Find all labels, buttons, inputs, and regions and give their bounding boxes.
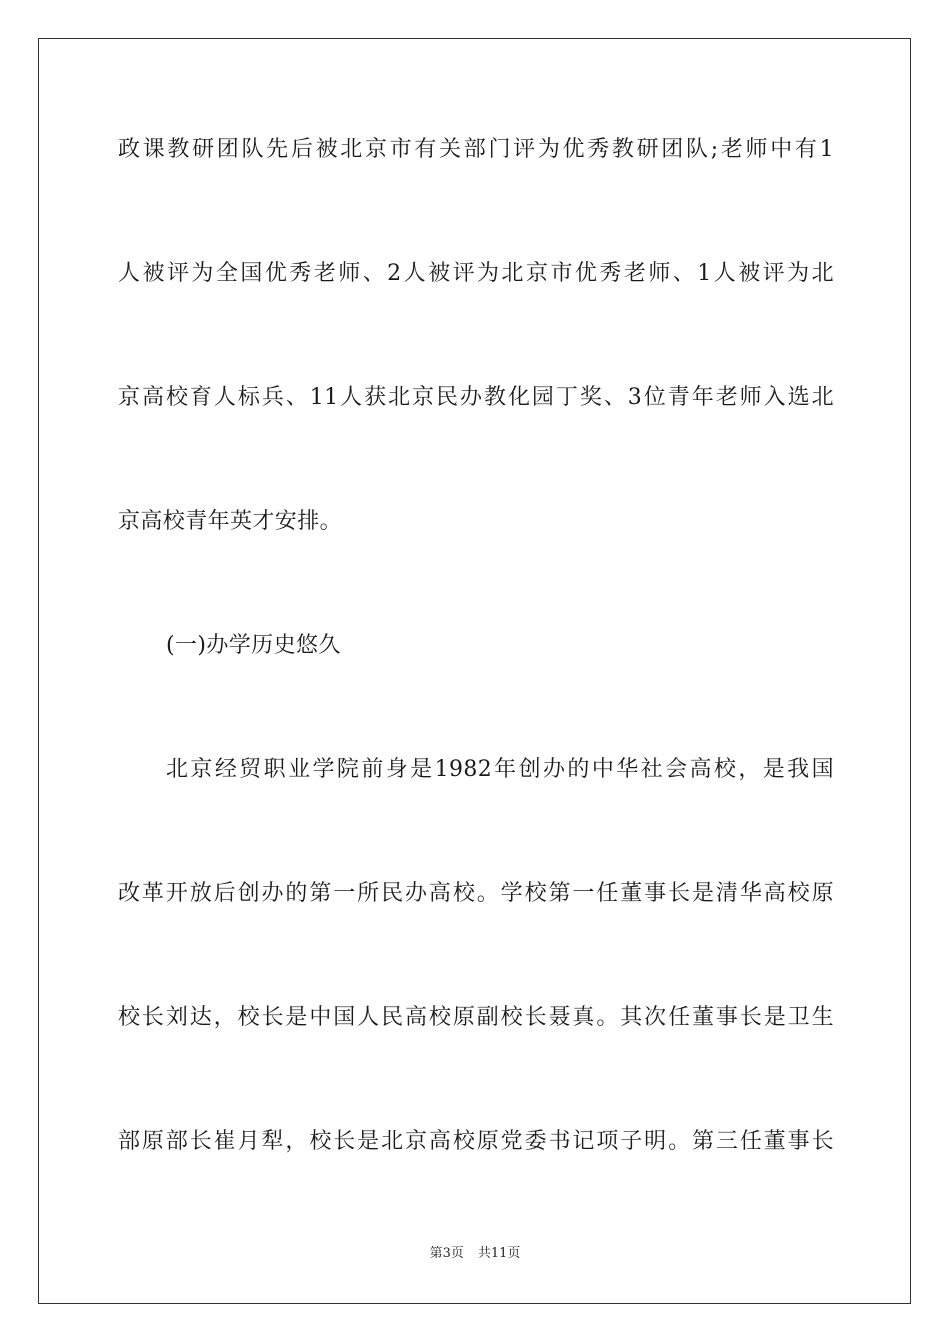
page-footer xyxy=(0,1245,950,1263)
paragraph-line-8: 部原部长崔月犁，校长是北京高校原党委书记项子明。第三任董事长 xyxy=(118,1129,834,1154)
section-heading: (一)办学历史悠久 xyxy=(166,633,341,658)
paragraph-line-7: 校长刘达，校长是中国人民高校原副校长聂真。其次任董事长是卫生 xyxy=(118,1005,834,1030)
paragraph-line-6: 改革开放后创办的第一所民办高校。学校第一任董事长是清华高校原 xyxy=(118,881,834,906)
paragraph-line-5: 北京经贸职业学院前身是1982年创办的中华社会高校，是我国 xyxy=(166,757,834,782)
paragraph-line-2: 人被评为全国优秀老师、2人被评为北京市优秀老师、1人被评为北 xyxy=(118,261,834,286)
paragraph-line-4: 京高校青年英才安排。 xyxy=(118,509,343,534)
page-number: 第3页 xyxy=(429,1246,464,1261)
page-total: 共11页 xyxy=(477,1246,521,1261)
paragraph-line-3: 京高校育人标兵、11人获北京民办教化园丁奖、3位青年老师入选北 xyxy=(118,385,834,410)
paragraph-line-1: 政课教研团队先后被北京市有关部门评为优秀教研团队;老师中有1 xyxy=(118,137,834,162)
page-border xyxy=(38,38,911,1304)
